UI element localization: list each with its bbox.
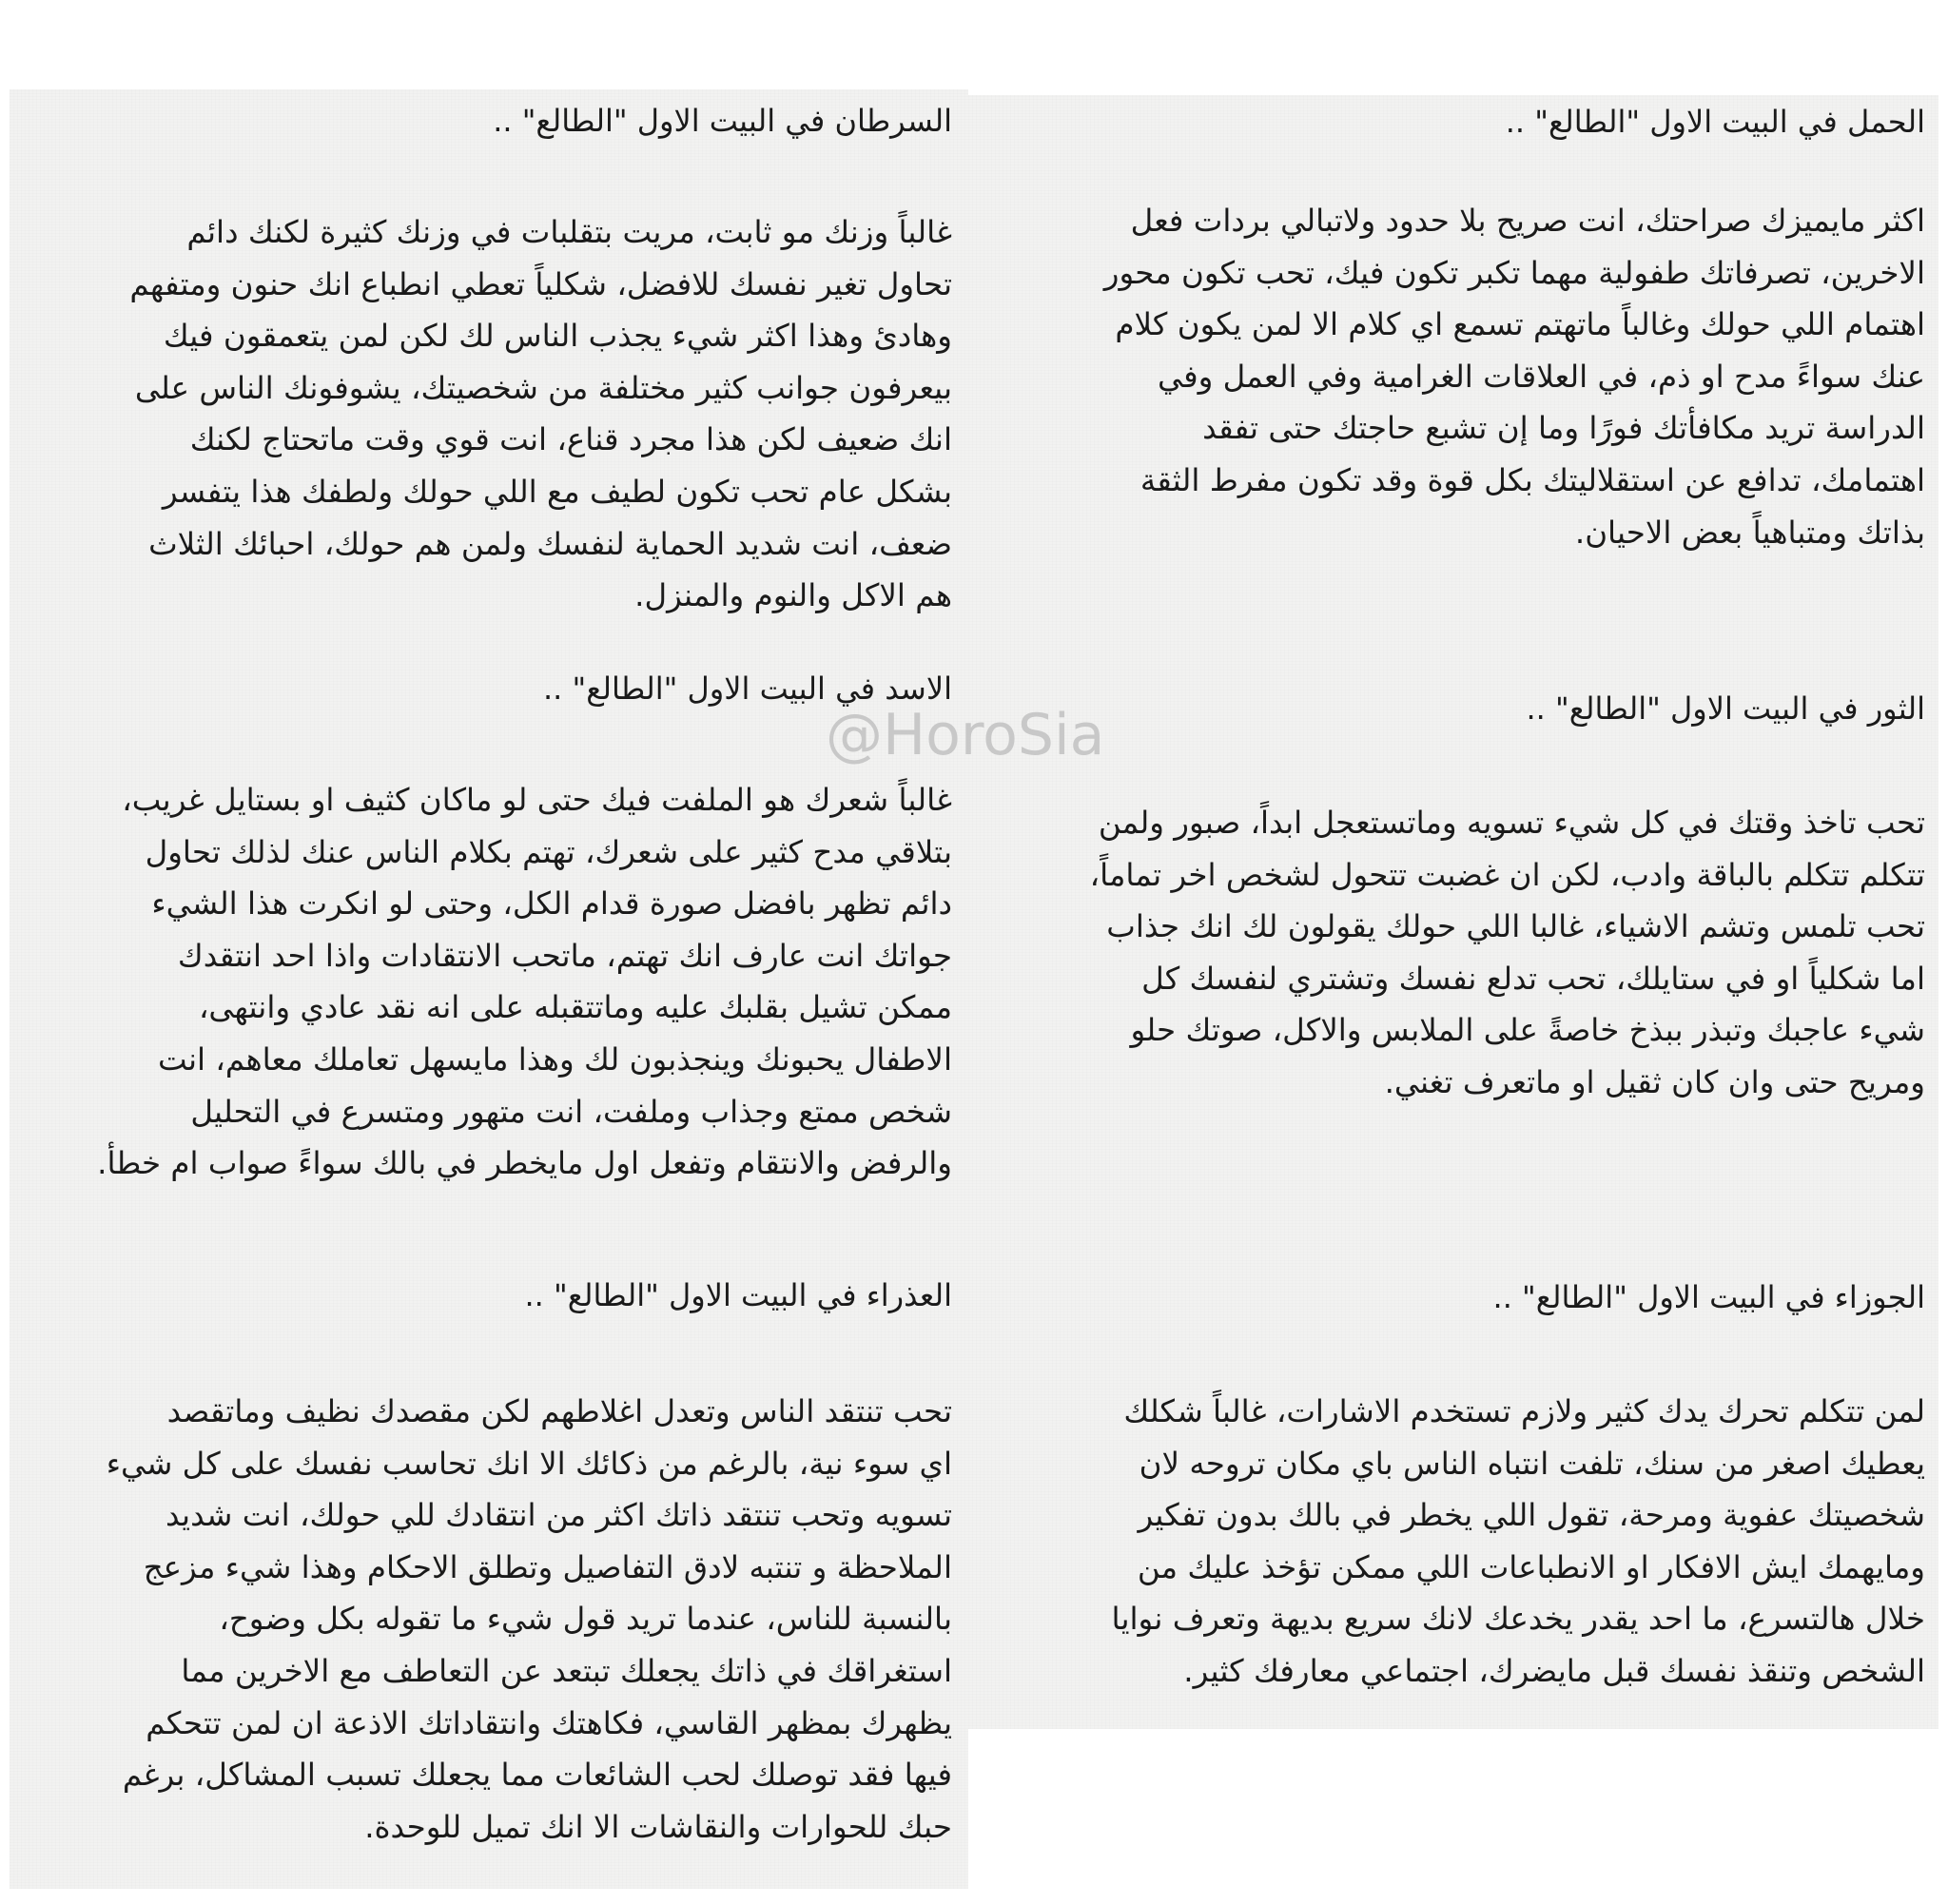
text-line: اما شكلياً او في ستايلك، تحب تدلع نفسك وتشتري لنفسك كل [1141,960,1925,997]
text-line: بذاتك ومتباهياً بعض الاحيان. [1574,514,1925,551]
text-line: يعطيك اصغر من سنك، تلفت انتباه الناس باي مكان تروحه لان [1139,1445,1925,1482]
section-body [988,797,1925,1109]
text-line: الشخص وتنقذ نفسك قبل مايضرك، اجتماعي معارفك كثير. [1183,1652,1925,1689]
text-line: جواتك انت عارف انك تهتم، ماتحب الانتقادات واذا احد انتقدك [177,937,952,974]
section-body [15,1386,952,1853]
section-heading: الثور في البيت الاول "الطالع" .. [1526,690,1925,727]
text-line: بشكل عام تحب تكون لطيف مع اللي حولك ولطفك هذا يتفسر [162,473,952,510]
section-heading: العذراء في البيت الاول "الطالع" .. [524,1277,952,1313]
section-heading: السرطان في البيت الاول "الطالع" .. [493,103,952,139]
text-line: لمن تتكلم تحرك يدك كثير ولازم تستخدم الاشارات، غالباً شكلك [1123,1393,1925,1429]
text-line: يظهرك بمظهر القاسي، فكاهتك وانتقاداتك الاذعة ان لمن تتحكم [146,1704,952,1741]
text-line: هم الاكل والنوم والمنزل. [634,577,952,614]
text-line: شخص ممتع وجذاب وملفت، انت متهور ومتسرع في التحليل [190,1093,952,1130]
text-line: اكثر مايميزك صراحتك، انت صريح بلا حدود ولاتبالي بردات فعل [1130,203,1925,239]
text-line: بيعرفون جوانب كثير مختلفة من شخصيتك، يشوفونك الناس على [134,369,952,406]
section-taurus [988,690,1925,1109]
text-line: والرفض والانتقام وتفعل اول مايخطر في بالك سواءً صواب ام خطأ. [97,1145,952,1182]
text-line: اهتمامك، تدافع عن استقلاليتك بكل قوة وقد تكون مفرط الثقة [1140,461,1925,498]
text-line: انك ضعيف لكن هذا مجرد قناع، انت قوي وقت ماتحتاج لكنك [189,421,952,458]
text-line: دائم تظهر بافضل صورة قدام الكل، وحتى لو انكرت هذا الشيء [151,885,952,923]
text-line: ضعف، انت شديد الحماية لنفسك ولمن هم حولك، احبائك الثلاث [148,525,952,562]
text-line: تسويه وتحب تنتقد ذاتك اكثر من انتقادك للي حولك، انت شديد [165,1497,952,1534]
section-body [15,206,952,622]
text-line: اهتمام اللي حولك وغالباً ماتهتم تسمع اي كلام الا لمن يكون كلام [1115,306,1925,343]
text-line: بتلاقي مدح كثير على شعرك، تهتم بكلام الناس عنك لذلك تحاول [145,833,952,870]
text-line: غالباً شعرك هو الملفت فيك حتى لو ماكان كثيف او بستايل غريب، [122,782,952,818]
text-line: حبك للحوارات والنقاشات الا انك تميل للوحدة. [364,1808,952,1845]
text-line: الدراسة تريد مكافأتك فورًا وما إن تشبع حاجتك حتى تفقد [1202,410,1925,447]
text-line: ومريح حتى وان كان ثقيل او ماتعرف تغني. [1384,1063,1925,1100]
section-body [988,1386,1925,1698]
text-line: تحب تنتقد الناس وتعدل اغلاطهم لكن مقصدك نظيف وماتقصد [166,1393,952,1429]
section-heading: الاسد في البيت الاول "الطالع" .. [543,670,952,707]
section-gemini [988,1278,1925,1698]
watermark: @HoroSia [826,702,1105,768]
text-line: بالنسبة للناس، عندما تريد قول شيء ما تقوله بكل وضوح، [219,1601,952,1638]
text-line: فيها فقد توصلك لحب الشائعات مما يجعلك تسبب المشاكل، برغم [122,1757,952,1794]
text-line: غالباً وزنك مو ثابت، مريت بتقلبات في وزنك كثيرة لكنك دائم [186,214,952,250]
text-line: الملاحظة و تنتبه لادق التفاصيل وتطلق الاحكام وهذا شيء مزعج [143,1548,952,1585]
text-line: الاخرين، تصرفاتك طفولية مهما تكبر تكون فيك، تحب تكون محور [1103,254,1925,291]
text-line: ممكن تشيل بقلبك عليه وماتتقبله على انه نقد عادي وانتهى، [198,989,952,1026]
text-line: استغراقك في ذاتك يجعلك تبتعد عن التعاطف مع الاخرين مما [181,1652,952,1689]
text-line: الاطفال يحبونك وينجذبون لك وهذا مايسهل تعاملك معاهم، انت [158,1040,952,1078]
text-line: شخصيتك عفوية ومرحة، تقول اللي يخطر في بالك بدون تفكير [1138,1497,1925,1534]
section-body [988,195,1925,558]
section-heading: الجوزاء في البيت الاول "الطالع" .. [1492,1279,1925,1315]
text-line: تحب تلمس وتشم الاشياء، غالبا اللي حولك يقولون لك انك جذاب [1106,908,1925,945]
section-cancer [15,102,952,622]
text-line: وهادئ وهذا اكثر شيء يجذب الناس لك لكن لمن يتعمقون فيك [163,318,952,355]
text-line: خلال هالتسرع، ما احد يقدر يخدعك لانك سريع بديهة وتعرف نوايا [1111,1601,1925,1638]
text-line: اي سوء نية، بالرغم من ذكائك الا انك تحاسب نفسك على كل شيء [106,1445,952,1482]
text-line: عنك سواءً مدح او ذم، في العلاقات الغرامية وفي العمل وفي [1157,358,1925,395]
text-line: تحب تاخذ وقتك في كل شيء تسويه وماتستعجل ابداً، صبور ولمن [1098,805,1925,841]
text-line: تحاول تغير نفسك للافضل، شكلياً تعطي انطباع انك حنون ومتفهم [129,265,952,302]
section-body [15,774,952,1190]
section-leo [15,670,952,1190]
section-virgo [15,1276,952,1853]
section-aries [988,103,1925,558]
text-line: شيء عاجبك وتبذر ببذخ خاصةً على الملابس والاكل، صوتك حلو [1130,1012,1925,1049]
section-heading: الحمل في البيت الاول "الطالع" .. [1505,104,1925,140]
text-line: ومايهمك ايش الافكار او الانطباعات اللي ممكن تؤخذ عليك من [1137,1548,1925,1585]
text-line: تتكلم تتكلم بالباقة وادب، لكن ان غضبت تتحول لشخص اخر تماماً، [1089,856,1925,893]
